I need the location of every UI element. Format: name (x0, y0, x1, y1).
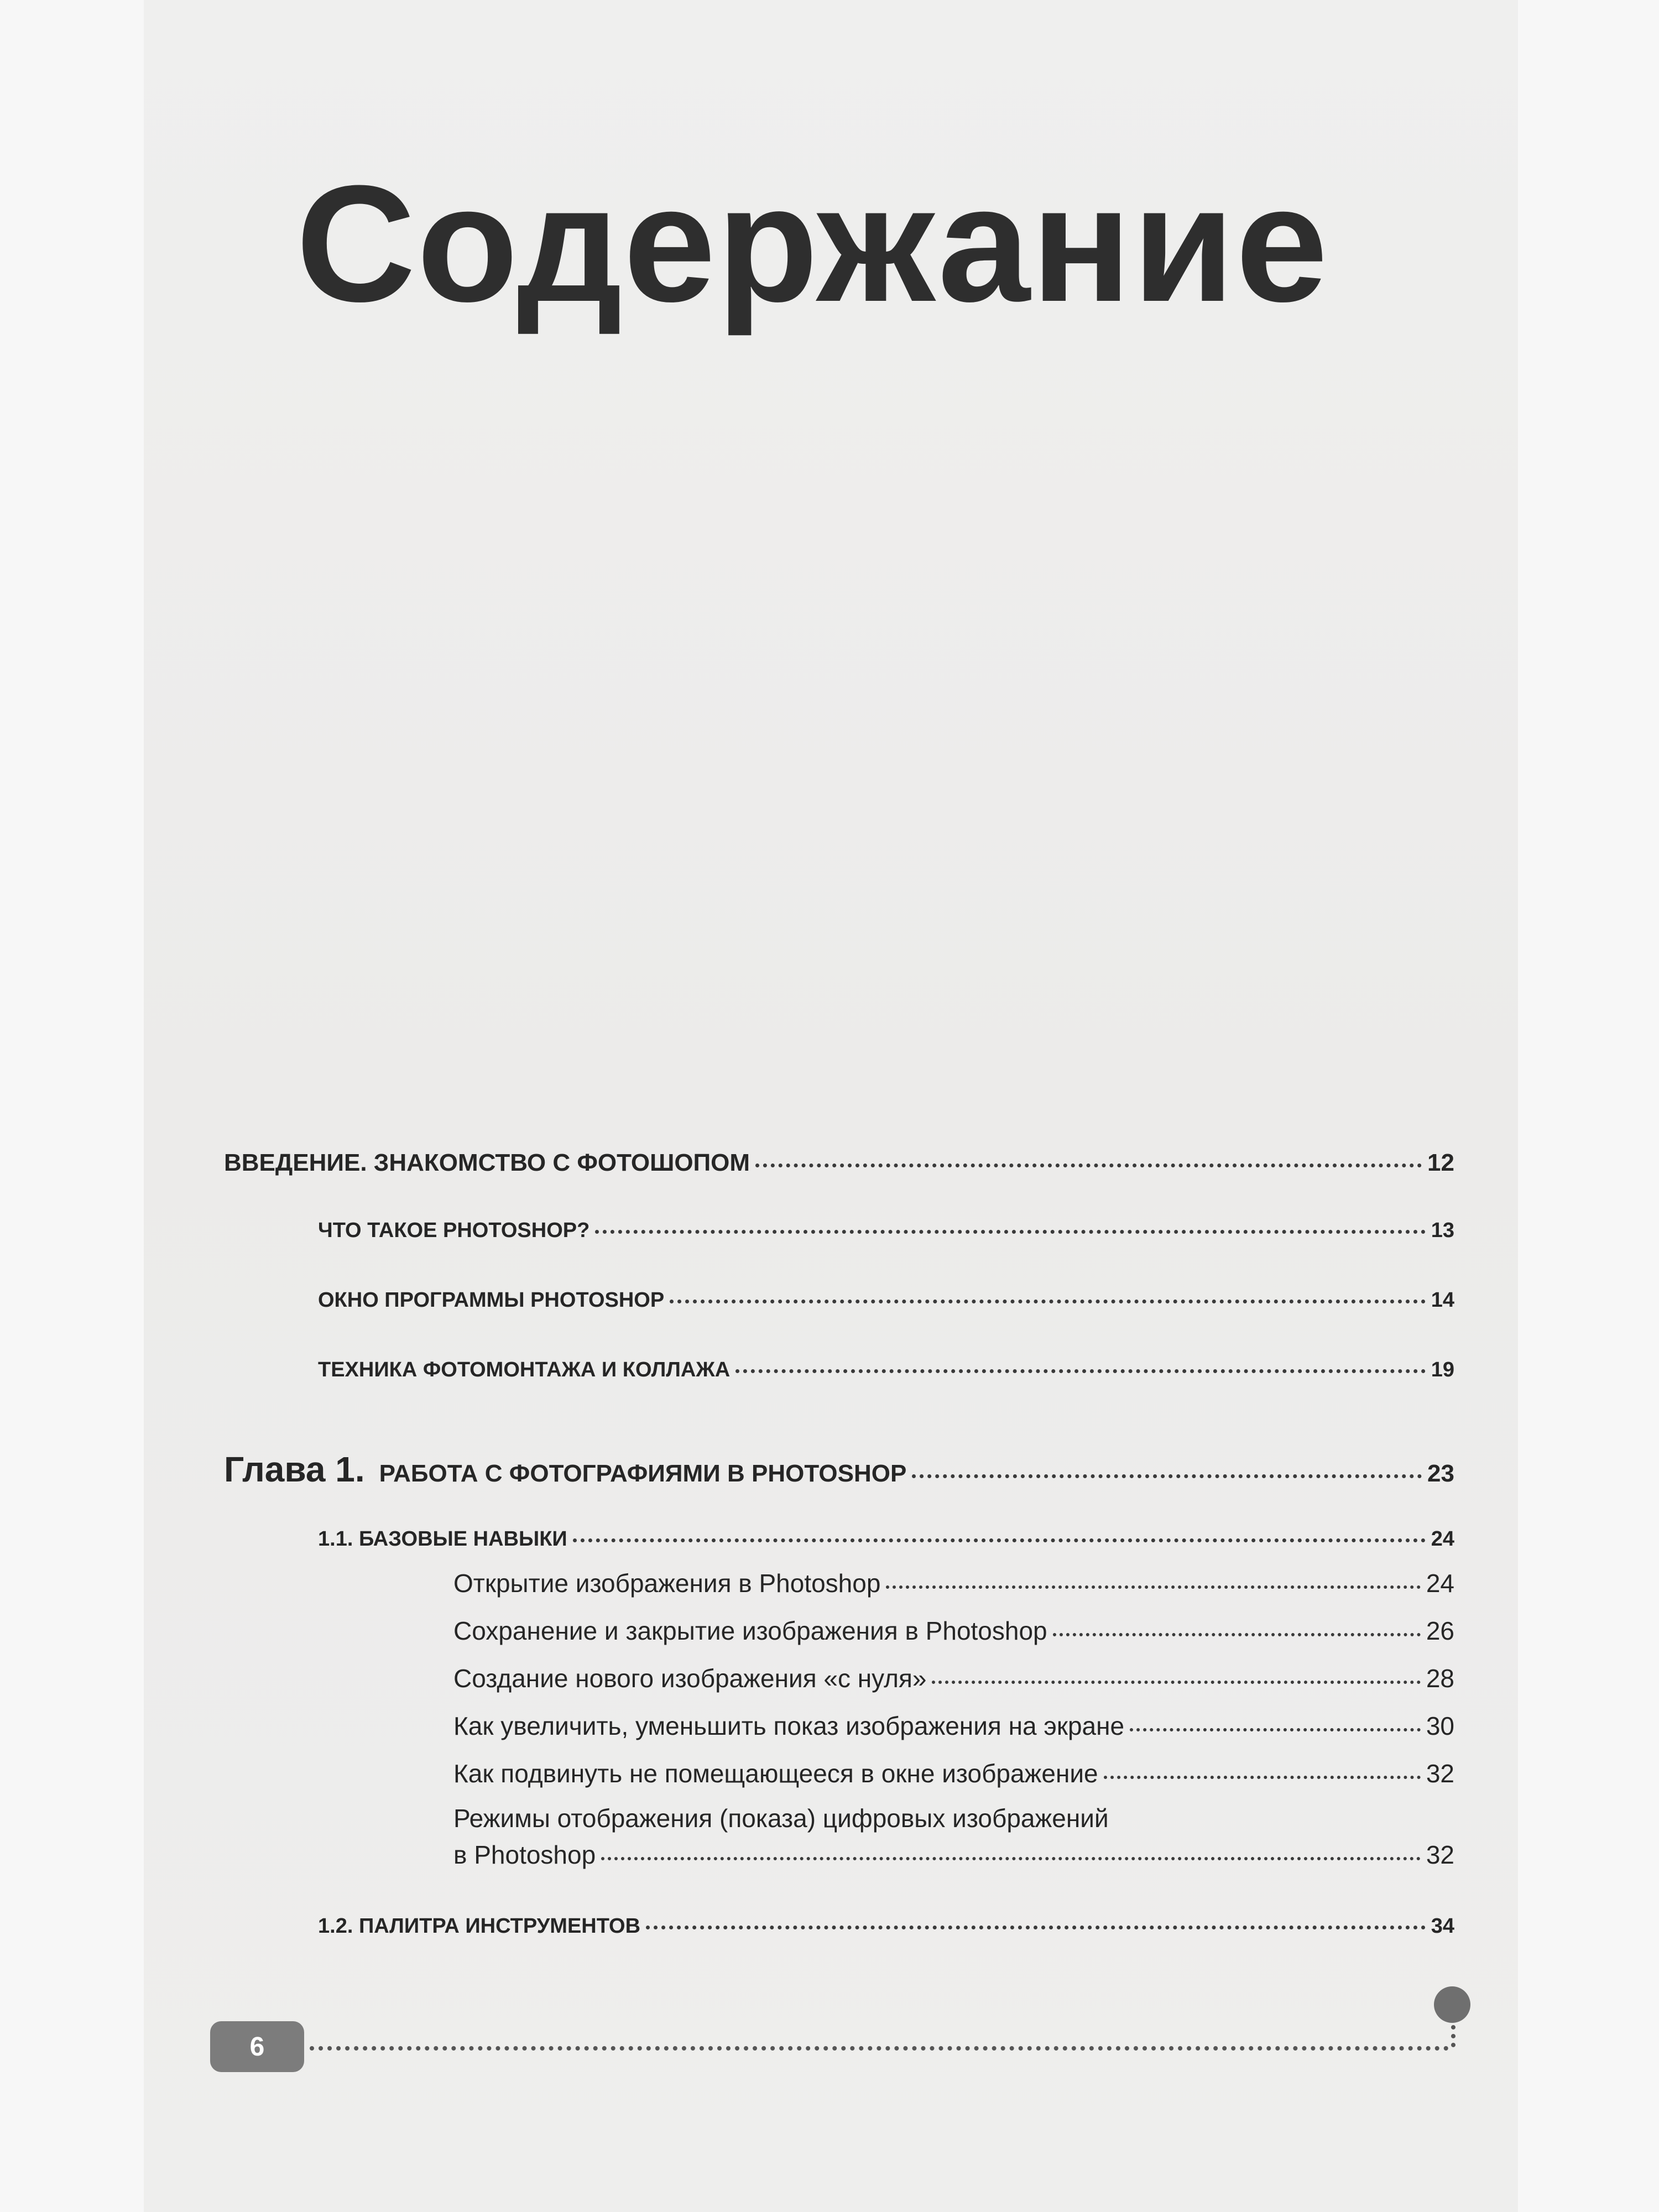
toc-entry[interactable] (453, 1759, 1454, 1788)
dot-leader (601, 1857, 1421, 1860)
toc-page-number: 14 (1431, 1288, 1454, 1312)
scan-margin-right (1518, 0, 1659, 2212)
dot-leader (646, 1926, 1426, 1929)
toc-entry-label: Как подвинуть не помещающееся в окне изображение (453, 1759, 1098, 1788)
toc-entry-line-2 (453, 1837, 1454, 1873)
toc-entry[interactable] (318, 1358, 1454, 1382)
dot-leader (1130, 1728, 1421, 1731)
dot-leader (912, 1474, 1422, 1478)
toc-entry-label: Как увеличить, уменьшить показ изображения на экране (453, 1712, 1125, 1740)
dot-leader (595, 1230, 1425, 1234)
dot-leader (1104, 1776, 1421, 1779)
toc-entry-section[interactable] (318, 1527, 1454, 1551)
toc-page-number: 30 (1426, 1712, 1454, 1740)
toc-entry-chapter-1[interactable] (224, 1449, 1454, 1490)
toc-entry-label: РАБОТА С ФОТОГРАФИЯМИ В PHOTOSHOP (379, 1460, 907, 1487)
toc-page-number: 28 (1426, 1664, 1454, 1693)
toc-entry-label: ТЕХНИКА ФОТОМОНТАЖА И КОЛЛАЖА (318, 1358, 731, 1381)
toc-entry-label: Сохранение и закрытие изображения в Photoshop (453, 1616, 1047, 1645)
toc-page-number: 12 (1427, 1149, 1454, 1176)
footer-dot-icon (1434, 1986, 1470, 2023)
page-title: Содержание (296, 150, 1329, 336)
page-number-badge: 6 (210, 2021, 304, 2072)
toc-page-number: 26 (1426, 1616, 1454, 1645)
toc-entry-label: Режимы отображения (показа) цифровых изображений (453, 1804, 1109, 1833)
dot-leader (670, 1300, 1426, 1303)
dot-leader (755, 1164, 1422, 1167)
dot-leader (573, 1538, 1426, 1542)
toc-entry-multiline[interactable] (453, 1800, 1454, 1873)
toc-page-number: 34 (1431, 1914, 1454, 1938)
chapter-number: Глава 1. (224, 1449, 365, 1489)
toc-entry-label: 1.2. ПАЛИТРА ИНСТРУМЕНТОВ (318, 1914, 641, 1938)
dot-leader (1053, 1633, 1421, 1636)
toc-entry-label: Открытие изображения в Photoshop (453, 1569, 881, 1598)
toc-page-number: 23 (1427, 1460, 1454, 1487)
toc-entry-intro[interactable] (224, 1149, 1454, 1177)
toc-entry[interactable] (318, 1288, 1454, 1312)
toc-page-number: 19 (1431, 1358, 1454, 1381)
dot-leader (735, 1369, 1426, 1373)
toc-entry[interactable] (318, 1219, 1454, 1243)
toc-page-number: 32 (1426, 1840, 1454, 1869)
footer-dotted-line (310, 2046, 1449, 2051)
toc-page-number: 13 (1431, 1219, 1454, 1242)
toc-page-number: 24 (1426, 1569, 1454, 1598)
toc-entry[interactable] (453, 1568, 1454, 1598)
dot-leader (886, 1585, 1420, 1589)
toc-entry-label: 1.1. БАЗОВЫЕ НАВЫКИ (318, 1527, 567, 1551)
toc-entry-label: в Photoshop (453, 1840, 596, 1869)
toc-entry-label: Создание нового изображения «с нуля» (453, 1664, 927, 1693)
toc-entry-label: ОКНО ПРОГРАММЫ PHOTOSHOP (318, 1288, 665, 1312)
toc-entry-label: ВВЕДЕНИЕ. ЗНАКОМСТВО С ФОТОШОПОМ (224, 1149, 750, 1176)
toc-entry[interactable] (453, 1616, 1454, 1646)
toc-entry-label: ЧТО ТАКОЕ PHOTOSHOP? (318, 1219, 590, 1242)
dot-leader (932, 1681, 1420, 1684)
toc-entry-section[interactable] (318, 1914, 1454, 1938)
toc-page-number: 32 (1426, 1759, 1454, 1788)
toc-entry[interactable] (453, 1711, 1454, 1741)
toc-entry[interactable] (453, 1663, 1454, 1693)
scan-margin-left (0, 0, 144, 2212)
toc-page-number: 24 (1431, 1527, 1454, 1551)
